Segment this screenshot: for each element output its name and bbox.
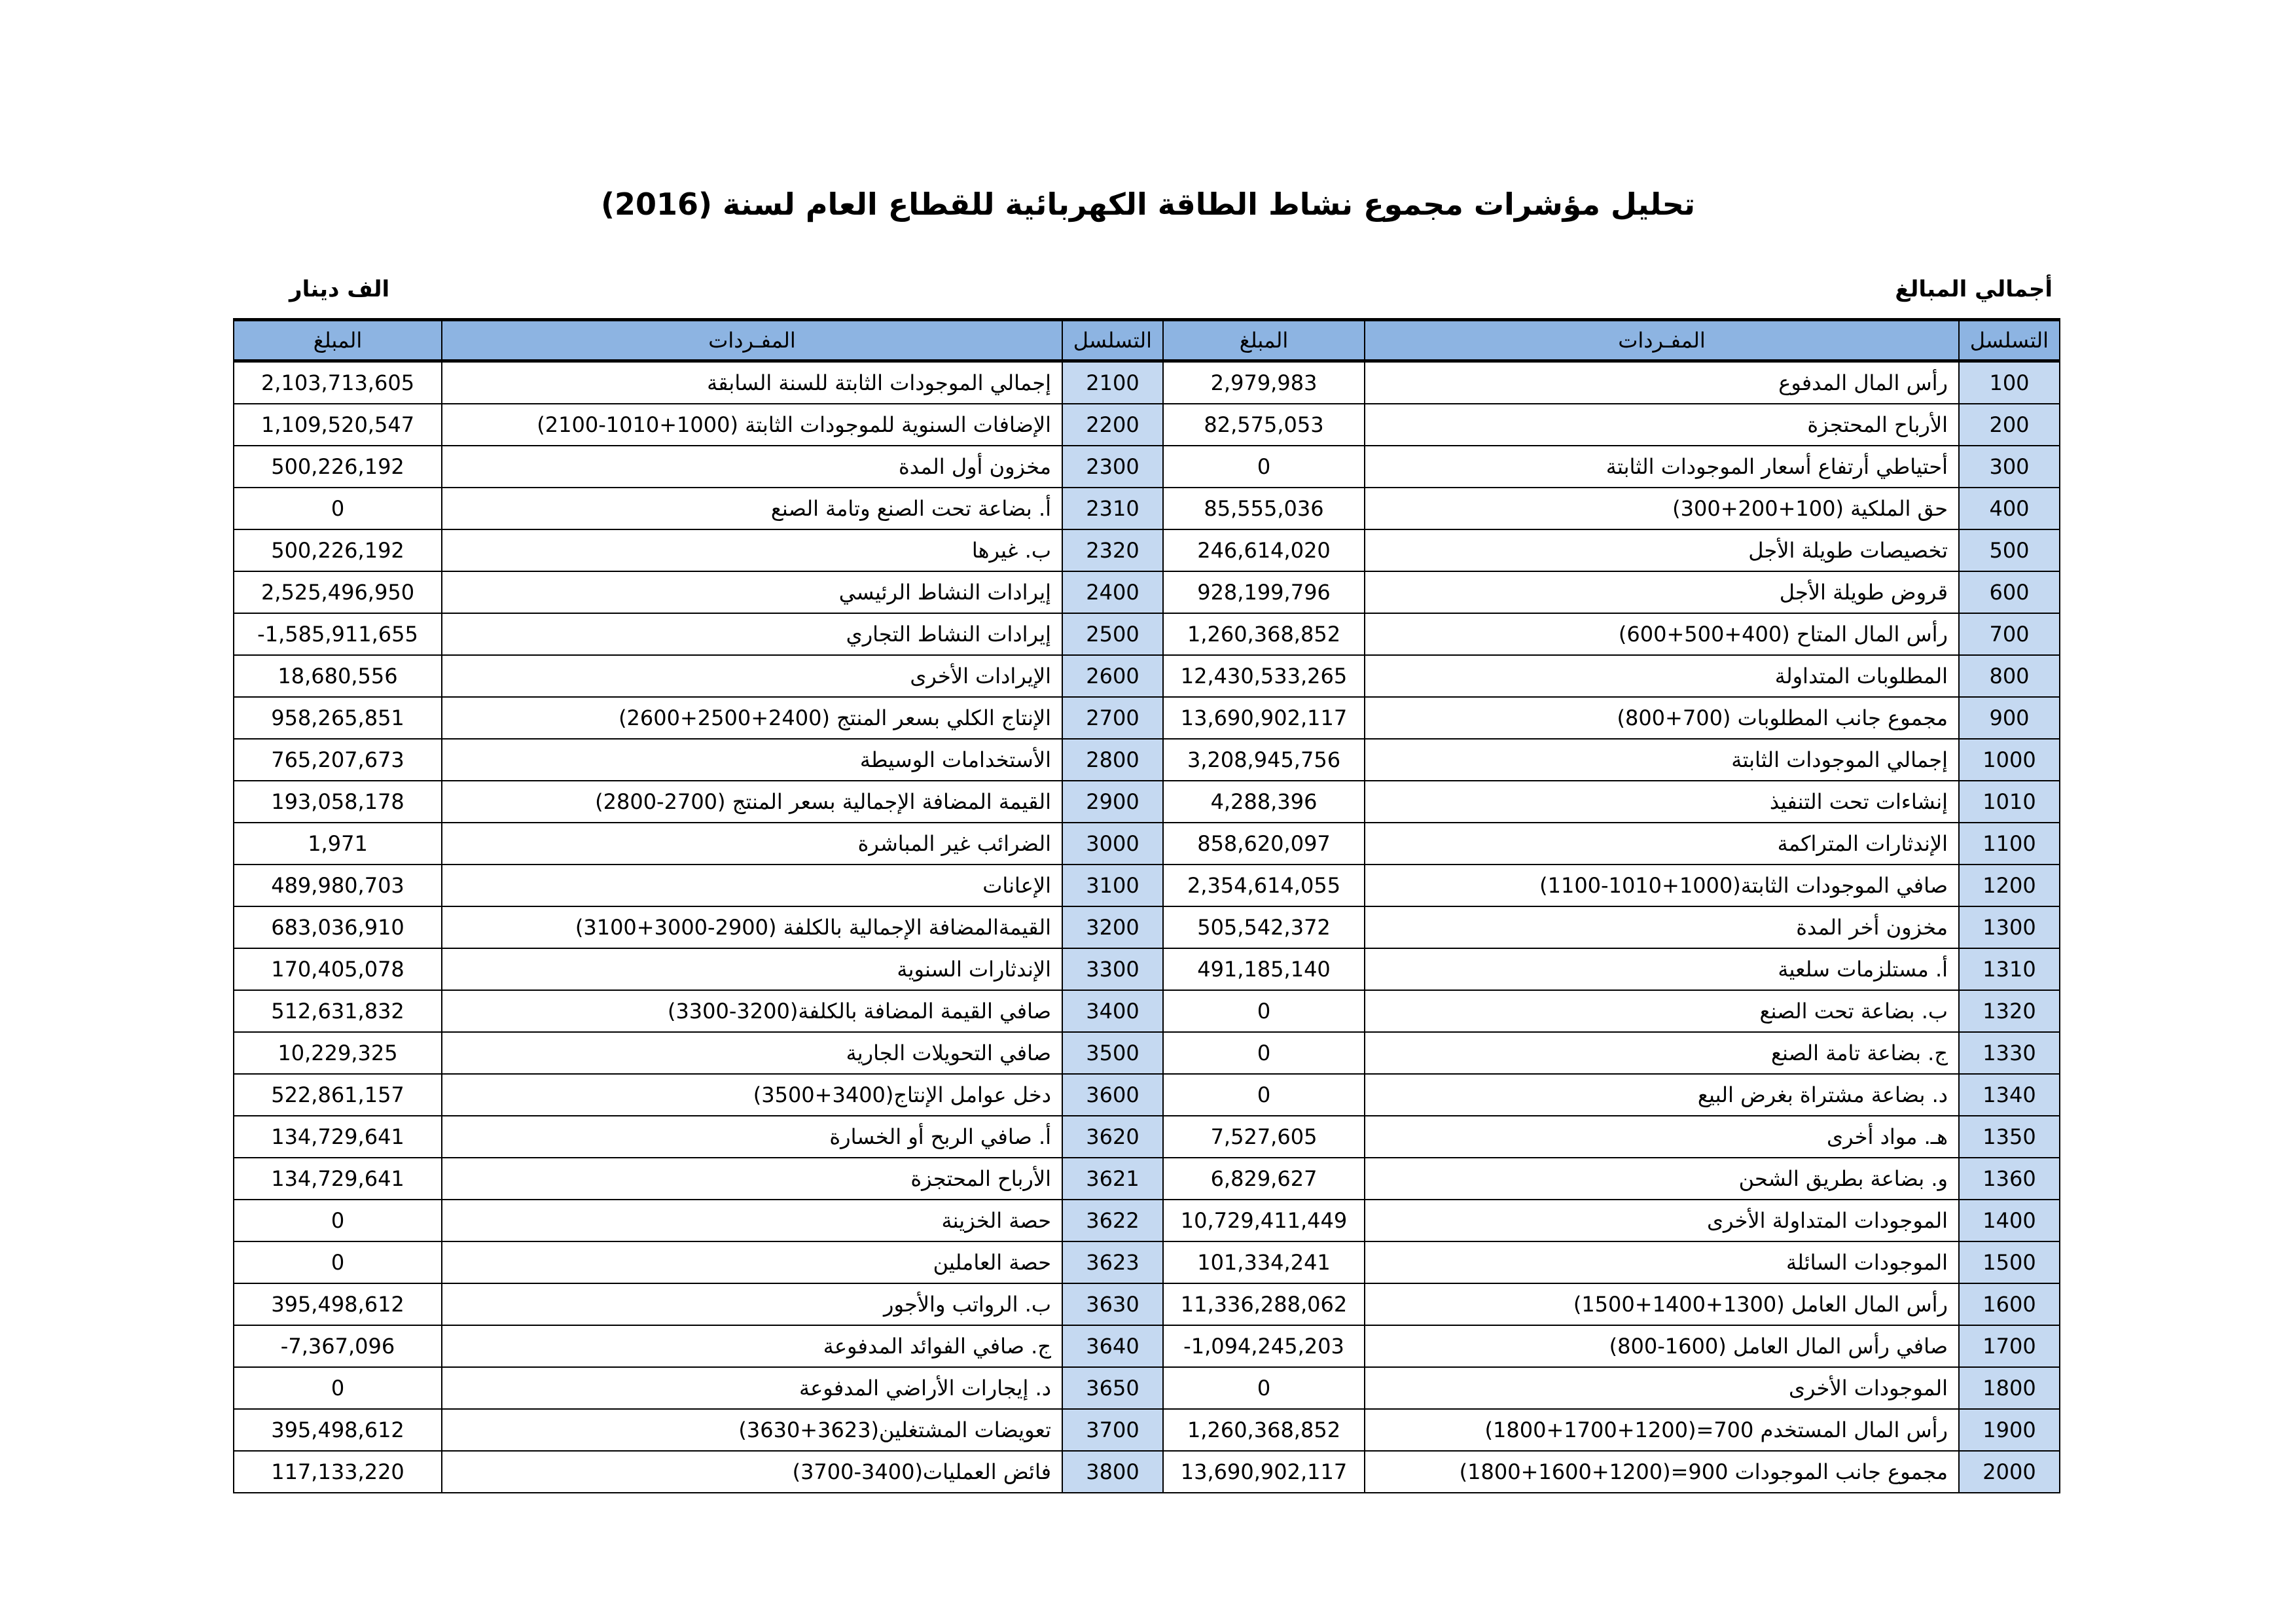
table-row xyxy=(234,488,2060,529)
amount-cell xyxy=(1163,1451,1365,1493)
seq-cell: 900 xyxy=(1959,697,2060,739)
amount-cell xyxy=(1163,404,1365,446)
table-row xyxy=(234,1200,2060,1241)
seq-cell: 100 xyxy=(1959,361,2060,404)
amount-value: 500,226,192 xyxy=(271,538,404,563)
seq-cell: 1200 xyxy=(1959,865,2060,906)
item-cell: أ. بضاعة تحت الصنع وتامة الصنع xyxy=(442,488,1062,529)
amount-cell xyxy=(234,1032,442,1074)
amount-value: 1,260,368,852 xyxy=(1187,622,1341,647)
amount-value: 489,980,703 xyxy=(271,873,404,898)
seq-cell: 1600 xyxy=(1959,1283,2060,1325)
amount-cell xyxy=(1163,739,1365,781)
amount-value: 491,185,140 xyxy=(1197,957,1331,982)
table-body xyxy=(234,361,2060,1493)
amount-cell xyxy=(234,446,442,488)
item-cell: حق الملكية (100+200+300) xyxy=(1365,488,1959,529)
seq-cell: 2100 xyxy=(1062,361,1163,404)
table-row xyxy=(234,1032,2060,1074)
amount-value: 7,527,605 xyxy=(1210,1124,1318,1149)
amount-value: 858,620,097 xyxy=(1197,831,1331,856)
indicators-table xyxy=(233,318,2060,1493)
item-cell: مجموع جانب الموجودات 900=(1200+1600+1800) xyxy=(1365,1451,1959,1493)
item-cell: الموجودات السائلة xyxy=(1365,1241,1959,1283)
seq-cell: 2300 xyxy=(1062,446,1163,488)
header-seq-1: التسلسل xyxy=(1959,320,2060,361)
amount-value: 1,109,520,547 xyxy=(260,412,415,437)
amount-cell xyxy=(234,865,442,906)
item-cell: مخزون أول المدة xyxy=(442,446,1062,488)
amount-cell xyxy=(234,1367,442,1409)
amount-value: 246,614,020 xyxy=(1197,538,1331,563)
seq-cell: 3100 xyxy=(1062,865,1163,906)
amount-value: 11,336,288,062 xyxy=(1180,1292,1348,1317)
amount-cell xyxy=(234,571,442,613)
table-row xyxy=(234,906,2060,948)
header-amount-1: المبلغ xyxy=(1163,320,1365,361)
item-cell: إيرادات النشاط التجاري xyxy=(442,613,1062,655)
item-cell: الإضافات السنوية للموجودات الثابتة (1000+1010-2100) xyxy=(442,404,1062,446)
amount-value: 500,226,192 xyxy=(271,454,404,479)
table-row xyxy=(234,613,2060,655)
seq-cell: 800 xyxy=(1959,655,2060,697)
amount-value: 2,103,713,605 xyxy=(260,370,415,395)
amount-value: -7,367,096 xyxy=(280,1334,395,1359)
amount-value: 6,829,627 xyxy=(1210,1166,1318,1191)
table-row xyxy=(234,529,2060,571)
amount-cell xyxy=(234,404,442,446)
item-cell: إيرادات النشاط الرئيسي xyxy=(442,571,1062,613)
seq-cell: 2500 xyxy=(1062,613,1163,655)
amount-value: 522,861,157 xyxy=(271,1082,404,1107)
seq-cell: 2320 xyxy=(1062,529,1163,571)
item-cell: تخصيصات طويلة الأجل xyxy=(1365,529,1959,571)
seq-cell: 2200 xyxy=(1062,404,1163,446)
amount-value: 928,199,796 xyxy=(1197,580,1331,605)
item-cell: الإيرادات الأخرى xyxy=(442,655,1062,697)
header-item-2: المفـردات xyxy=(442,320,1062,361)
amount-value: 10,729,411,449 xyxy=(1180,1208,1348,1233)
seq-cell: 1350 xyxy=(1959,1116,2060,1158)
amount-value: 0 xyxy=(1257,454,1271,479)
amount-cell xyxy=(1163,1325,1365,1367)
table-row xyxy=(234,1409,2060,1451)
amount-value: 1,971 xyxy=(308,831,368,856)
item-cell: ج. صافي الفوائد المدفوعة xyxy=(442,1325,1062,1367)
seq-cell: 2400 xyxy=(1062,571,1163,613)
seq-cell: 2700 xyxy=(1062,697,1163,739)
amount-value: 0 xyxy=(1257,1041,1271,1065)
seq-cell: 3622 xyxy=(1062,1200,1163,1241)
seq-cell: 1360 xyxy=(1959,1158,2060,1200)
seq-cell: 600 xyxy=(1959,571,2060,613)
table-row xyxy=(234,1367,2060,1409)
amount-value: 0 xyxy=(331,1208,345,1233)
amount-cell xyxy=(234,739,442,781)
amount-value: 2,979,983 xyxy=(1210,370,1318,395)
amount-value: 2,525,496,950 xyxy=(260,580,415,605)
seq-cell: 1400 xyxy=(1959,1200,2060,1241)
amount-value: 85,555,036 xyxy=(1204,496,1324,521)
header-item-1: المفـردات xyxy=(1365,320,1959,361)
item-cell: رأس المال العامل (1300+1400+1500) xyxy=(1365,1283,1959,1325)
amount-cell xyxy=(1163,781,1365,823)
amount-value: 117,133,220 xyxy=(271,1459,404,1484)
seq-cell: 3400 xyxy=(1062,990,1163,1032)
table-header-row xyxy=(234,320,2060,361)
amount-value: 134,729,641 xyxy=(271,1166,404,1191)
amount-value: 134,729,641 xyxy=(271,1124,404,1149)
seq-cell: 1010 xyxy=(1959,781,2060,823)
amount-value: 0 xyxy=(331,1250,345,1275)
item-cell: إجمالي الموجودات الثابتة xyxy=(1365,739,1959,781)
item-cell: فائض العمليات(3400-3700) xyxy=(442,1451,1062,1493)
amount-cell xyxy=(1163,488,1365,529)
seq-cell: 2310 xyxy=(1062,488,1163,529)
item-cell: الإنتاج الكلي بسعر المنتج (2400+2500+2600) xyxy=(442,697,1062,739)
table-row xyxy=(234,404,2060,446)
amount-value: 505,542,372 xyxy=(1197,915,1331,940)
amount-cell xyxy=(1163,906,1365,948)
item-cell: حصة الخزينة xyxy=(442,1200,1062,1241)
seq-cell: 2800 xyxy=(1062,739,1163,781)
amount-cell xyxy=(1163,990,1365,1032)
item-cell: د. إيجارات الأراضي المدفوعة xyxy=(442,1367,1062,1409)
seq-cell: 200 xyxy=(1959,404,2060,446)
seq-cell: 1500 xyxy=(1959,1241,2060,1283)
amount-cell xyxy=(234,1200,442,1241)
amount-value: 13,690,902,117 xyxy=(1180,705,1348,730)
seq-cell: 1330 xyxy=(1959,1032,2060,1074)
amount-value: 13,690,902,117 xyxy=(1180,1459,1348,1484)
table-row xyxy=(234,990,2060,1032)
seq-cell: 3623 xyxy=(1062,1241,1163,1283)
item-cell: مجموع جانب المطلوبات (700+800) xyxy=(1365,697,1959,739)
item-cell: الأرباح المحتجزة xyxy=(1365,404,1959,446)
amount-cell xyxy=(1163,1409,1365,1451)
item-cell: القيمة المضافة الإجمالية بسعر المنتج (2700-2800) xyxy=(442,781,1062,823)
amount-cell xyxy=(1163,1283,1365,1325)
amount-cell xyxy=(1163,1367,1365,1409)
item-cell: د. بضاعة مشتراة بغرض البيع xyxy=(1365,1074,1959,1116)
page-title: تحليل مؤشرات مجموع نشاط الطاقة الكهربائية للقطاع العام لسنة (2016) xyxy=(600,187,1696,222)
seq-cell: 3300 xyxy=(1062,948,1163,990)
amount-cell xyxy=(1163,613,1365,655)
amount-cell xyxy=(1163,655,1365,697)
seq-cell: 3650 xyxy=(1062,1367,1163,1409)
amount-cell xyxy=(234,1325,442,1367)
item-cell: الموجودات الأخرى xyxy=(1365,1367,1959,1409)
amount-value: 395,498,612 xyxy=(271,1418,404,1442)
unit-label: الف دينار xyxy=(289,276,390,302)
seq-cell: 500 xyxy=(1959,529,2060,571)
item-cell: رأس المال المتاح (400+500+600) xyxy=(1365,613,1959,655)
item-cell: مخزون أخر المدة xyxy=(1365,906,1959,948)
amount-cell xyxy=(1163,361,1365,404)
item-cell: رأس المال المستخدم 700=(1200+1700+1800) xyxy=(1365,1409,1959,1451)
item-cell: المطلوبات المتداولة xyxy=(1365,655,1959,697)
amount-cell xyxy=(234,948,442,990)
seq-cell: 3700 xyxy=(1062,1409,1163,1451)
item-cell: الأستخدامات الوسيطة xyxy=(442,739,1062,781)
seq-cell: 2900 xyxy=(1062,781,1163,823)
item-cell: القيمةالمضافة الإجمالية بالكلفة (2900-3000+3100) xyxy=(442,906,1062,948)
table-row xyxy=(234,1283,2060,1325)
item-cell: صافي القيمة المضافة بالكلفة(3200-3300) xyxy=(442,990,1062,1032)
item-cell: الإندثارات السنوية xyxy=(442,948,1062,990)
amount-cell xyxy=(234,655,442,697)
seq-cell: 1000 xyxy=(1959,739,2060,781)
table-row xyxy=(234,1325,2060,1367)
seq-cell: 2000 xyxy=(1959,1451,2060,1493)
item-cell: الإعانات xyxy=(442,865,1062,906)
header-amount-2: المبلغ xyxy=(234,320,442,361)
seq-cell: 3630 xyxy=(1062,1283,1163,1325)
table-row xyxy=(234,361,2060,404)
amount-value: 765,207,673 xyxy=(271,747,404,772)
amount-cell xyxy=(1163,1116,1365,1158)
item-cell: الضرائب غير المباشرة xyxy=(442,823,1062,865)
amount-cell xyxy=(234,1116,442,1158)
item-cell: ب. الرواتب والأجور xyxy=(442,1283,1062,1325)
amount-cell xyxy=(234,781,442,823)
seq-cell: 3621 xyxy=(1062,1158,1163,1200)
seq-cell: 3620 xyxy=(1062,1116,1163,1158)
amount-cell xyxy=(1163,697,1365,739)
item-cell: رأس المال المدفوع xyxy=(1365,361,1959,404)
header-seq-2: التسلسل xyxy=(1062,320,1163,361)
amount-cell xyxy=(1163,1032,1365,1074)
table-row xyxy=(234,948,2060,990)
seq-cell: 300 xyxy=(1959,446,2060,488)
seq-cell: 3000 xyxy=(1062,823,1163,865)
table-row xyxy=(234,1158,2060,1200)
seq-cell: 3640 xyxy=(1062,1325,1163,1367)
table-row xyxy=(234,655,2060,697)
seq-cell: 3200 xyxy=(1062,906,1163,948)
amount-value: -1,094,245,203 xyxy=(1183,1334,1344,1359)
amount-value: 958,265,851 xyxy=(271,705,404,730)
seq-cell: 1100 xyxy=(1959,823,2060,865)
amount-cell xyxy=(234,529,442,571)
amount-cell xyxy=(1163,865,1365,906)
amount-cell xyxy=(234,1283,442,1325)
seq-cell: 1340 xyxy=(1959,1074,2060,1116)
amount-cell xyxy=(1163,446,1365,488)
amount-value: 0 xyxy=(1257,999,1271,1024)
seq-cell: 400 xyxy=(1959,488,2060,529)
table-row xyxy=(234,446,2060,488)
amount-value: 170,405,078 xyxy=(271,957,404,982)
amount-cell xyxy=(234,1074,442,1116)
amount-value: 4,288,396 xyxy=(1210,789,1318,814)
amount-cell xyxy=(1163,1074,1365,1116)
amount-cell xyxy=(1163,1241,1365,1283)
table-row xyxy=(234,1074,2060,1116)
item-cell: ج. بضاعة تامة الصنع xyxy=(1365,1032,1959,1074)
item-cell: صافي رأس المال العامل (1600-800) xyxy=(1365,1325,1959,1367)
item-cell: صافي التحويلات الجارية xyxy=(442,1032,1062,1074)
amount-cell xyxy=(1163,948,1365,990)
amount-value: -1,585,911,655 xyxy=(257,622,418,647)
table-row xyxy=(234,739,2060,781)
table-row xyxy=(234,697,2060,739)
item-cell: تعويضات المشتغلين(3623+3630) xyxy=(442,1409,1062,1451)
item-cell: إجمالي الموجودات الثابتة للسنة السابقة xyxy=(442,361,1062,404)
amount-value: 18,680,556 xyxy=(278,664,398,688)
seq-cell: 1900 xyxy=(1959,1409,2060,1451)
seq-cell: 2600 xyxy=(1062,655,1163,697)
seq-cell: 3600 xyxy=(1062,1074,1163,1116)
seq-cell: 1320 xyxy=(1959,990,2060,1032)
amount-value: 10,229,325 xyxy=(278,1041,398,1065)
amount-value: 12,430,533,265 xyxy=(1180,664,1348,688)
amount-cell xyxy=(1163,823,1365,865)
amount-value: 683,036,910 xyxy=(271,915,404,940)
table-row xyxy=(234,1451,2060,1493)
amount-cell xyxy=(234,1241,442,1283)
item-cell: هـ. مواد أخرى xyxy=(1365,1116,1959,1158)
item-cell: الأرباح المحتجزة xyxy=(442,1158,1062,1200)
amount-value: 0 xyxy=(1257,1082,1271,1107)
seq-cell: 1700 xyxy=(1959,1325,2060,1367)
seq-cell: 1300 xyxy=(1959,906,2060,948)
amount-cell xyxy=(1163,1200,1365,1241)
item-cell: دخل عوامل الإنتاج(3400+3500) xyxy=(442,1074,1062,1116)
amount-cell xyxy=(234,1451,442,1493)
amount-value: 512,631,832 xyxy=(271,999,404,1024)
amount-value: 395,498,612 xyxy=(271,1292,404,1317)
amount-cell xyxy=(1163,571,1365,613)
amount-value: 0 xyxy=(331,496,345,521)
amount-cell xyxy=(234,1409,442,1451)
seq-cell: 1800 xyxy=(1959,1367,2060,1409)
amount-value: 101,334,241 xyxy=(1197,1250,1331,1275)
table-row xyxy=(234,823,2060,865)
total-amounts-label: أجمالي المبالغ xyxy=(1895,276,2053,302)
amount-cell xyxy=(234,697,442,739)
amount-cell xyxy=(1163,1158,1365,1200)
seq-cell: 3800 xyxy=(1062,1451,1163,1493)
amount-value: 193,058,178 xyxy=(271,789,404,814)
amount-cell xyxy=(234,361,442,404)
amount-value: 0 xyxy=(331,1376,345,1400)
amount-cell xyxy=(1163,529,1365,571)
table-row xyxy=(234,571,2060,613)
item-cell: الإندثارات المتراكمة xyxy=(1365,823,1959,865)
amount-value: 2,354,614,055 xyxy=(1187,873,1341,898)
item-cell: ب. بضاعة تحت الصنع xyxy=(1365,990,1959,1032)
amount-value: 0 xyxy=(1257,1376,1271,1400)
amount-value: 3,208,945,756 xyxy=(1187,747,1341,772)
item-cell: و. بضاعة بطريق الشحن xyxy=(1365,1158,1959,1200)
amount-cell xyxy=(234,488,442,529)
table-row xyxy=(234,865,2060,906)
amount-cell xyxy=(234,906,442,948)
table-row xyxy=(234,1116,2060,1158)
amount-cell xyxy=(234,613,442,655)
item-cell: أحتياطي أرتفاع أسعار الموجودات الثابتة xyxy=(1365,446,1959,488)
seq-cell: 700 xyxy=(1959,613,2060,655)
item-cell: الموجودات المتداولة الأخرى xyxy=(1365,1200,1959,1241)
seq-cell: 1310 xyxy=(1959,948,2060,990)
item-cell: ب. غيرها xyxy=(442,529,1062,571)
item-cell: صافي الموجودات الثابتة(1000+1010-1100) xyxy=(1365,865,1959,906)
amount-cell xyxy=(234,823,442,865)
item-cell: قروض طويلة الأجل xyxy=(1365,571,1959,613)
item-cell: حصة العاملين xyxy=(442,1241,1062,1283)
item-cell: إنشاءات تحت التنفيذ xyxy=(1365,781,1959,823)
item-cell: أ. صافي الربح أو الخسارة xyxy=(442,1116,1062,1158)
amount-value: 82,575,053 xyxy=(1204,412,1324,437)
table-row xyxy=(234,1241,2060,1283)
seq-cell: 3500 xyxy=(1062,1032,1163,1074)
amount-value: 1,260,368,852 xyxy=(1187,1418,1341,1442)
amount-cell xyxy=(234,990,442,1032)
table-row xyxy=(234,781,2060,823)
amount-cell xyxy=(234,1158,442,1200)
item-cell: أ. مستلزمات سلعية xyxy=(1365,948,1959,990)
